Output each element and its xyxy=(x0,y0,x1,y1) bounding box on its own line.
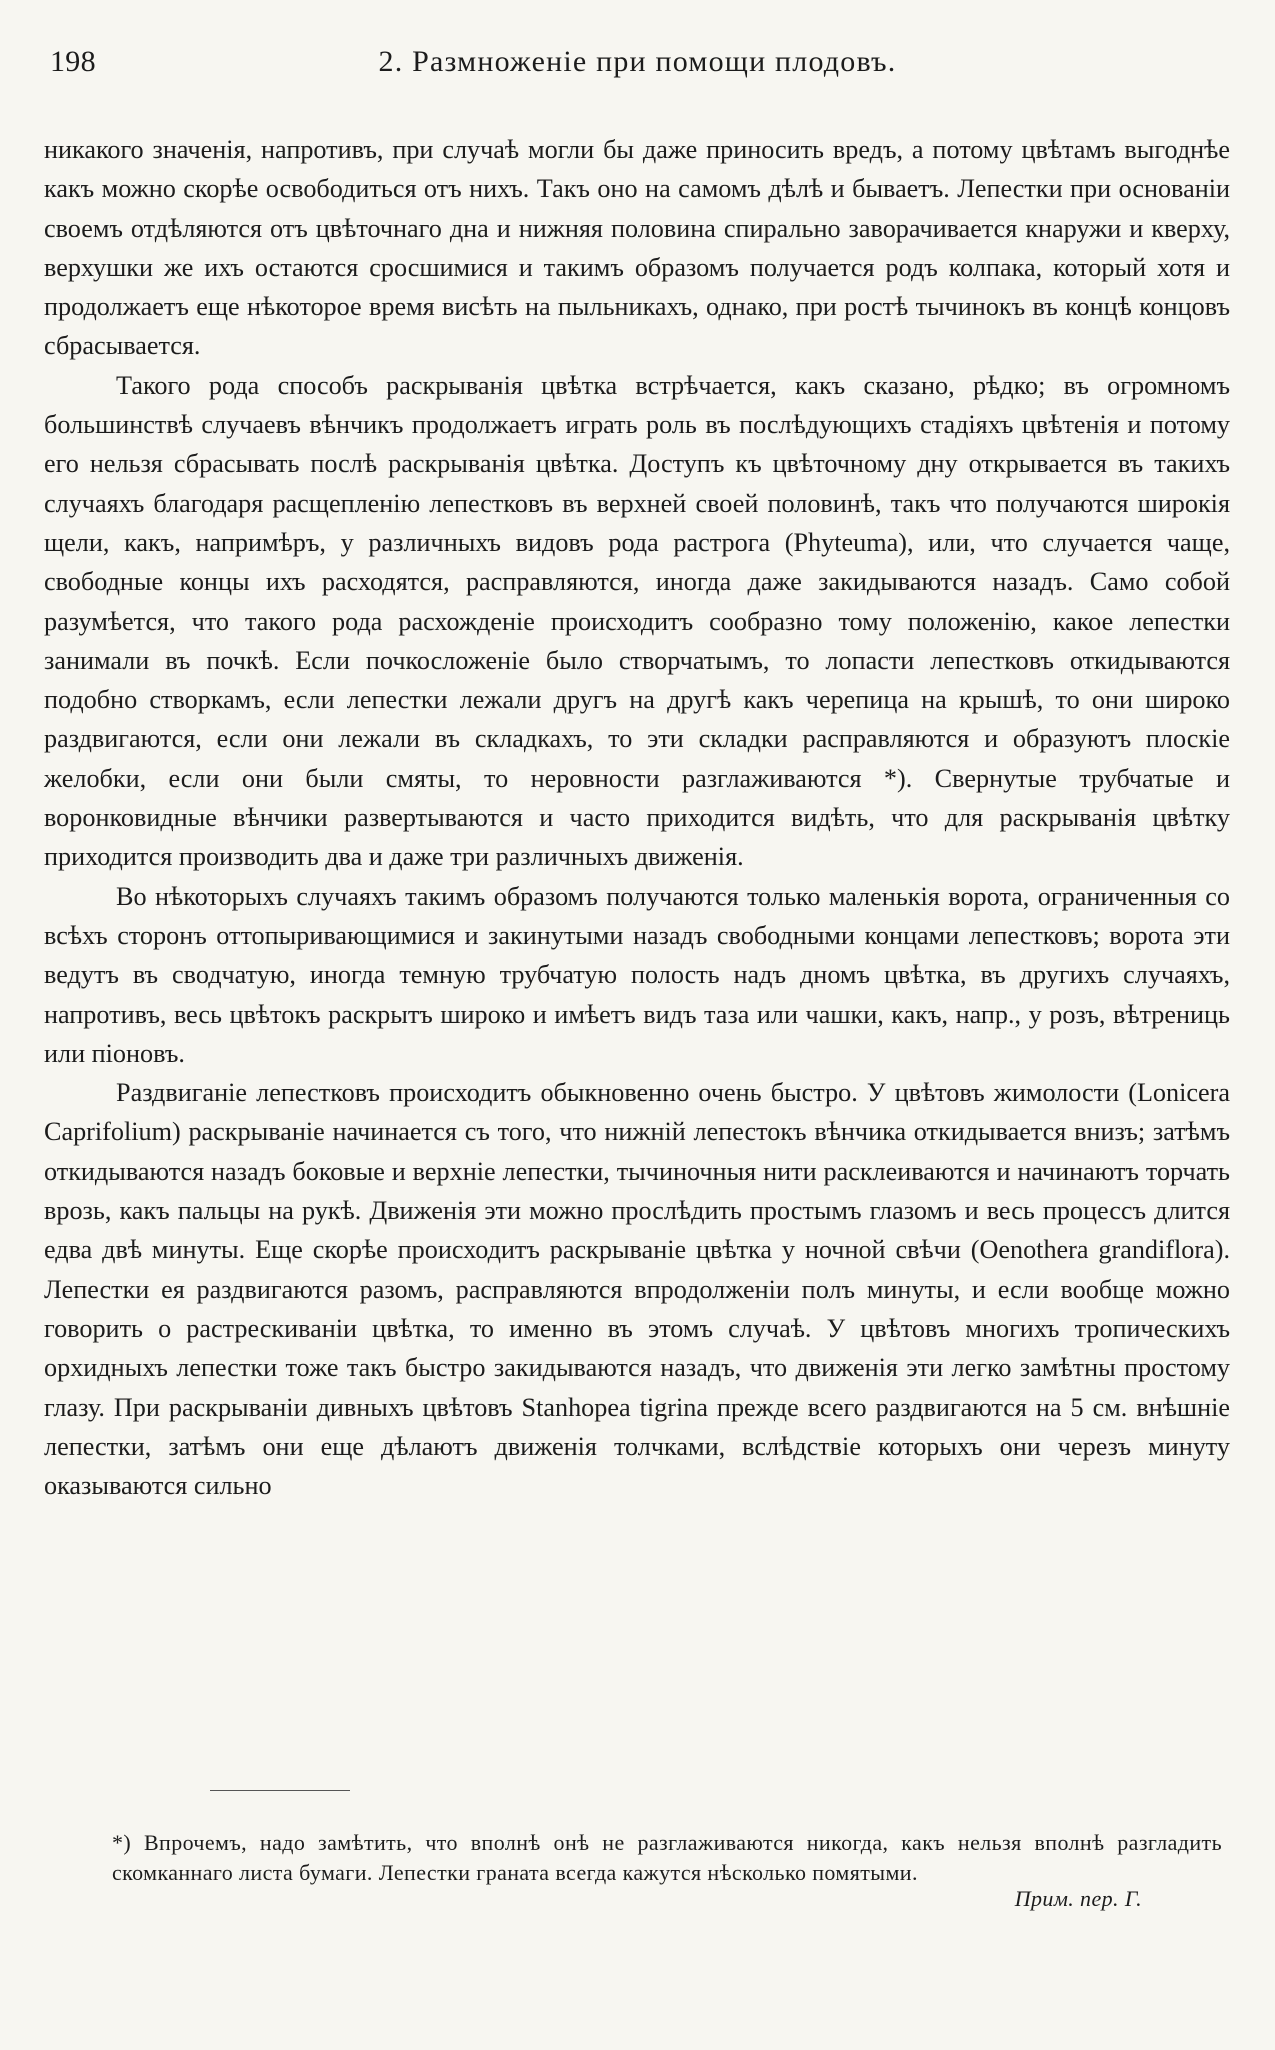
footnote xyxy=(112,1828,1222,1914)
main-text xyxy=(44,130,1230,1505)
footnote-text: *) Впрочемъ, надо замѣтить, что вполнѣ онѣ не разглаживаются никогда, какъ нельзя вполнѣ разгладить скомканнаго листа бумаги. Лепестки граната всегда кажутся нѣсколько помятыми. xyxy=(112,1830,1222,1885)
footnote-divider xyxy=(210,1790,350,1791)
paragraph: никакого значенія, напротивъ, при случаѣ могли бы даже приносить вредъ, а потому цвѣтамъ выгоднѣе какъ можно скорѣе освободиться отъ нихъ. Такъ оно на самомъ дѣлѣ и бываетъ. Лепестки при основаніи своемъ отдѣляются отъ цвѣточнаго дна и нижняя половина спирально заворачивается кнаружи и кверху, верхушки же ихъ остаются сросшимися и такимъ образомъ получается родъ колпака, который хотя и продолжаетъ еще нѣкоторое время висѣть на пыльникахъ, однако, при ростѣ тычинокъ въ концѣ концовъ сбрасывается. xyxy=(44,135,1230,361)
paragraph: Во нѣкоторыхъ случаяхъ такимъ образомъ получаются только маленькія ворота, ограниченныя со всѣхъ сторонъ оттопыривающимися и закинутыми назадъ свободными концами лепестковъ; ворота эти ведутъ въ сводчатую, иногда темную трубчатую полость надъ дномъ цвѣтка, въ другихъ случаяхъ, напротивъ, весь цвѣтокъ раскрытъ широко и имѣетъ видъ таза или чашки, какъ, напр., у розъ, вѣтрениць или піоновъ. xyxy=(44,881,1230,1068)
footnote-signature: Прим. пер. Г. xyxy=(1014,1886,1142,1911)
running-title: 2. Размноженіе при помощи плодовъ. xyxy=(378,45,897,78)
page-number: 198 xyxy=(50,45,96,78)
paragraph: Раздвиганіе лепестковъ происходитъ обыкновенно очень быстро. У цвѣтовъ жимолости (Lonicera Caprifolium) раскрываніе начинается съ того, что нижній лепестокъ вѣнчика откидывается внизъ; затѣмъ откидываются назадъ боковые и верхніе лепестки, тычиночныя нити расклеиваются и начинаютъ торчать врозь, какъ пальцы на рукѣ. Движенія эти можно прослѣдить простымъ глазомъ и весь процессъ длится едва двѣ минуты. Еще скорѣе происходитъ раскрываніе цвѣтка у ночной свѣчи (Oenothera grandiflora). Лепестки ея раздвигаются разомъ, расправляются впродолженіи полъ минуты, и если вообще можно говорить о растрескиваніи цвѣтка, то именно въ этомъ случаѣ. У цвѣтовъ многихъ тропическихъ орхидныхъ лепестки тоже такъ быстро закидываются назадъ, что движенія эти легко замѣтны простому глазу. При раскрываніи дивныхъ цвѣтовъ Stanhopea tigrina прежде всего раздвигаются на 5 см. внѣшніе лепестки, затѣмъ они еще дѣлаютъ движенія толчками, вслѣдствіе которыхъ они черезъ минуту оказываются сильно xyxy=(44,1078,1230,1501)
paragraph: Такого рода способъ раскрыванія цвѣтка встрѣчается, какъ сказано, рѣдко; въ огромномъ большинствѣ случаевъ вѣнчикъ продолжаетъ играть роль въ послѣдующихъ стадіяхъ цвѣтенія и потому его нельзя сбрасывать послѣ раскрыванія цвѣтка. Доступъ къ цвѣточному дну открывается въ такихъ случаяхъ благодаря расщепленію лепестковъ въ верхней своей половинѣ, такъ что получаются широкія щели, какъ, напримѣръ, у различныхъ видовъ рода растрога (Phyteuma), или, что случается чаще, свободные концы ихъ расходятся, расправляются, иногда даже закидываются назадъ. Само собой разумѣется, что такого рода расхожденіе происходитъ сообразно тому положенію, какое лепестки занимали въ почкѣ. Если почкосложеніе было створчатымъ, то лопасти лепестковъ откидываются подобно створкамъ, если лепестки лежали другъ на другѣ какъ черепица на крышѣ, то они широко раздвигаются, если они лежали въ складкахъ, то эти складки расправляются и образуютъ плоскіе желобки, если они были смяты, то неровности разглаживаются *). Свернутые трубчатые и воронковидные вѣнчики развертываются и часто приходится видѣть, что для раскрыванія цвѣтку приходится производить два и даже три различныхъ движенія. xyxy=(44,370,1230,872)
